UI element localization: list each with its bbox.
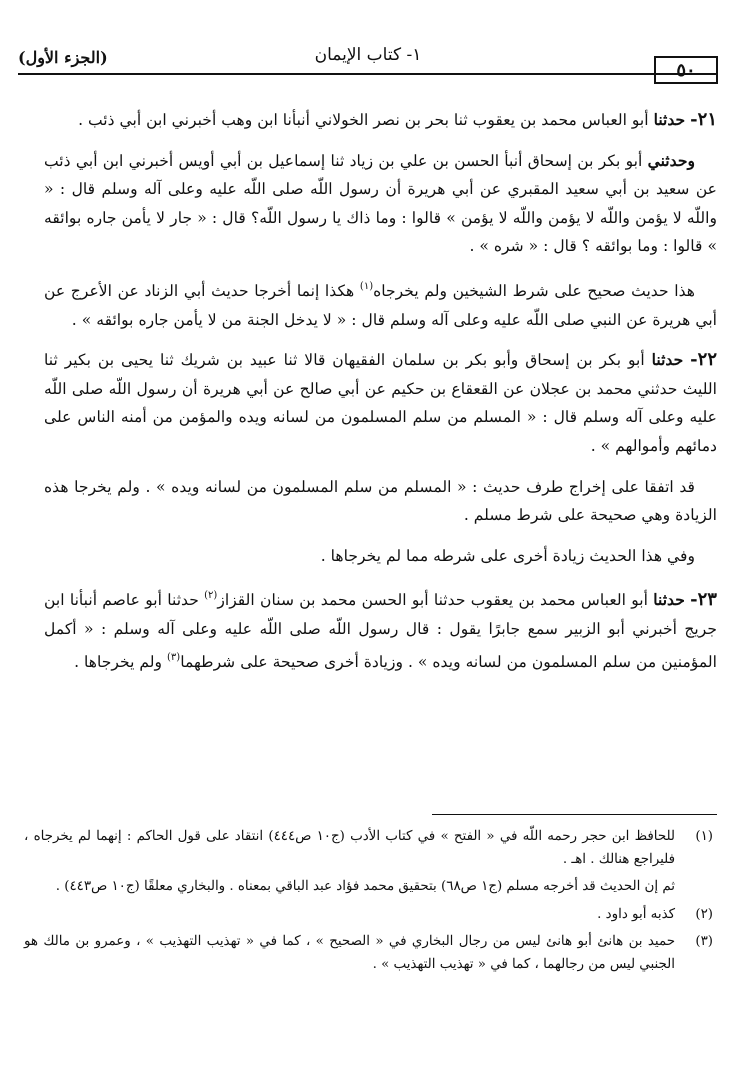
footnote-ref[interactable]: (١) [359,280,374,292]
hadith-lead: حدثنا [651,350,684,370]
hadith-22-comment [44,473,717,530]
comment-text: هذا حديث صحيح على شرط الشيخين ولم يخرجاه [373,281,695,300]
hadith-text: ولم يخرجاها . [74,652,168,671]
hadith-22-note [44,542,717,571]
hadith-lead: حدثنا [653,590,685,610]
comment-text: قد اتفقا على إخراج طرف حديث : « المسلم من سلم المسلمون من لسانه ويده » . ولم يخرجا هذه الزيادة وهي صحيحة على شرط مسلم . [44,477,717,525]
hadith-text: أبو بكر بن إسحاق وأبو بكر بن سلمان الفقيهان قالا ثنا عبيد بن شريك ثنا يحيى بن بكير ثنا الليث حدثني محمد بن عجلان عن القعقاع بن حكيم عن أبي صالح عن أبي هريرة أن رسول اللّه صلى اللّه عليه وعلى آله وسلم قال : « المسلم من سلم المسلمون من لسانه ويده والمؤمن من أمنه الناس على دمائهم وأموالهم » . [44,351,717,455]
footnote-text: حميد بن هانئ أبو هانئ ليس من رجال البخاري في « الصحيح » ، كما في « تهذيب التهذيب » ، وعمرو بن مالك هو الجنبي ليس من رجالهما ، كما في « تهذيب التهذيب » . [24,934,675,972]
hadith-22 [44,346,717,460]
hadith-text: حدثنا أبو عاصم أنبأنا ابن جريج أخبرني أبو الزبير سمع جابرًا يقول : قال رسول اللّه صلى اللّه عليه وعلى آله وسلم : « أكمل المؤمنين من سلم المسلمون من لسانه ويده » . وزيادة أخرى صحيحة على شرطهما [44,591,717,671]
footnote-number: (١) [695,829,713,844]
hadith-text: أبو بكر بن إسحاق أنبأ الحسن بن علي بن زياد ثنا إسماعيل بن أبي أويس أخبرني ابن أبي ذئب عن سعيد بن أبي سعيد المقبري عن أبي هريرة أن رسول اللّه صلى اللّه عليه وعلى آله وسلم قال : « واللّه لا يؤمن واللّه لا يؤمن واللّه لا يؤمن » قالوا : وما ذاك يا رسول اللّه؟ قال : « جار لا يأمن جاره بوائقه » قالوا : وما بوائقه ؟ قال : « شره » . [44,151,717,256]
footnote-ref[interactable]: (٣) [167,651,181,663]
hadith-21 [44,106,717,135]
page-number: ٥٠ [654,56,718,84]
footnote-1-continuation: ثم إن الحديث قد أخرجه مسلم (ج١ ص٦٨) بتحقيق محمد فؤاد عبد الباقي بمعناه . والبخاري معلقًا (ج١٠ ص٤٤٣) . [55,879,675,895]
footnote-separator [432,814,717,815]
hadith-lead: وحدثني [647,150,695,170]
footnote-3 [24,931,713,976]
footnote-text: للحافظ ابن حجر رحمه اللّه في « الفتح » في كتاب الأدب (ج١٠ ص٤٤٤) انتقاد على قول الحاكم : إنهما لم يخرجاه ، فليراجع هنالك . اهـ . [24,829,675,867]
footnote-2 [24,904,713,927]
footnote-1 [24,826,713,871]
hadith-23 [44,582,717,676]
footnote-number: (٢) [695,906,713,922]
footnote-text: كذبه أبو داود . [597,906,675,922]
hadith-21-chain [44,147,717,261]
header-rule [18,73,718,75]
hadith-lead: حدثنا [653,110,686,129]
page-header [18,42,718,86]
hadith-number: ٢٢- [690,349,717,371]
hadith-21-comment [44,273,717,334]
hadith-text: أبو العباس محمد بن يعقوب ثنا بحر بن نصر الخولاني أنبأنا ابن وهب أخبرني ابن أبي ذئب . [78,111,649,129]
comment-text: وفي هذا الحديث زيادة أخرى على شرطه مما لم يخرجاها . [320,546,695,565]
hadith-number: ٢١- [690,109,717,130]
footnote-ref[interactable]: (٢) [204,590,218,602]
comment-text: هكذا إنما أخرجا حديث أبي الزناد عن الأعرج عن أبي هريرة عن النبي صلى اللّه عليه وعلى آله وسلم قال : « لا يدخل الجنة من لا يأمن جاره بوائقه » . [44,281,717,329]
chapter-title: ١- كتاب الإيمان [314,45,422,65]
footnotes [24,826,713,982]
hadith-number: ٢٣- [690,589,717,611]
part-label: (الجزء الأول) [18,48,108,67]
hadith-text: أبو العباس محمد بن يعقوب حدثنا أبو الحسن محمد بن سنان القزاز [217,591,648,610]
main-text [44,106,717,688]
footnote-number: (٣) [695,934,713,950]
